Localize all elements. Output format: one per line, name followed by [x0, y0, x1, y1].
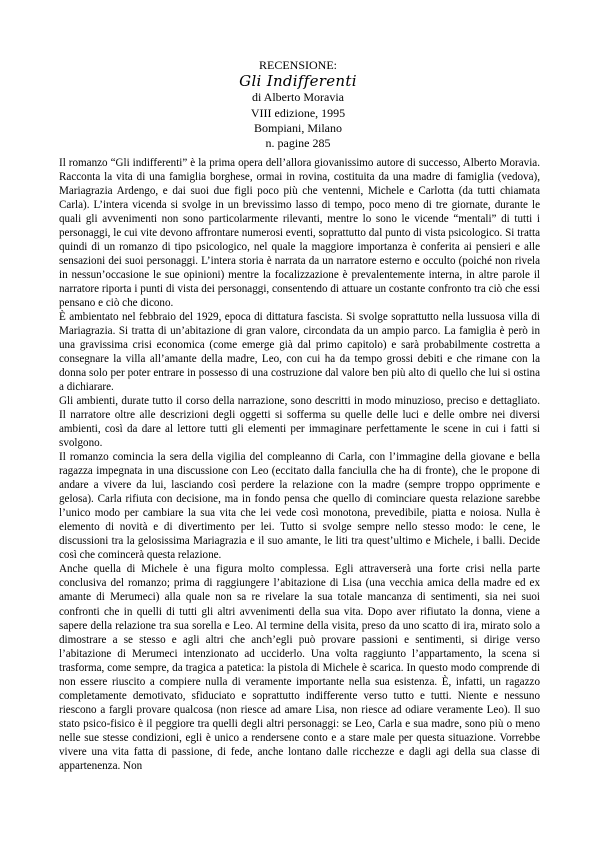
- book-publisher: Bompiani, Milano: [254, 120, 342, 135]
- book-pages: n. pagine 285: [265, 136, 331, 151]
- paragraph-intro: Il romanzo “Gli indifferenti” è la prima opera dell’allora giovanissimo autore di successo, Alberto Moravia. Racconta la vita di una famiglia borghese, ormai in rovina, costituita da una madre di famiglia (vedova), Mariagrazia Ardengo, e dai suoi due figli poco più che ventenni, Michele e Carlotta (da tutti chiamata Carla). L’intera vicenda si svolge in un brevissimo lasso di tempo, poco meno di tre giornate, durante le quali gli avvenimenti non sono particolarmente rilevanti, mentre lo sono le vicende “mentali” di tutti i personaggi, le cui vite devono affrontare numerosi eventi, soprattutto dal punto di vista psicologico. Si tratta quindi di un romanzo di tipo psicologico, nel quale la maggiore importanza è conferita ai pensieri e alle sensazioni dei suoi personaggi. L’intera storia è narrata da un narratore esterno e occulto (poiché non rivela in nessun’occasione le sue opinioni) mentre la focalizzazione è prevalentemente interna, in altre parole il narratore riporta i punti di vista dei personaggi, consentendo di attuare un costante confronto tra ciò che essi pensano e ciò che dicono.: [59, 157, 540, 310]
- book-edition: VIII edizione, 1995: [250, 105, 346, 120]
- review-body: [59, 156, 540, 773]
- paragraph-michele: Anche quella di Michele è una figura molto complessa. Egli attraverserà una forte crisi nella parte conclusiva del romanzo; prima di raggiungere l’abitazione di Lisa (una vecchia amica della madre ed ex amante di Merumeci) alla quale non sa re rivelare la sua totale mancanza di sentimenti, sia nei suoi confronti che in quelli di tutti gli altri avvenimenti della sua vita. Dopo aver rifiutato la donna, viene a sapere della relazione tra sua sorella e Leo. Al termine della visita, preso da uno scatto di ira, mirato solo a dimostrare a se stesso e agli altri che anch’egli può provare passioni e sentimenti, si dirige verso l’abitazione di Merumeci intenzionato ad ucciderlo. Una volta raggiunto l’appartamento, la scena si trasforma, come sempre, da tragica a patetica: la pistola di Michele è scarica. In questo modo comprende di non essere riuscito a compiere nulla di veramente importante nella sua esistenza. È, infatti, un ragazzo completamente demotivato, sfiduciato e soprattutto indifferente verso tutto e tutti. Niente e nessuno riescono a fargli provare qualcosa (non riesce ad amare Lisa, non riesce ad odiare veramente Leo). Il suo stato psico-fisico è il peggiore tra quelli degli altri personaggi: se Leo, Carla e sua madre, sono più o meno nelle sue stesse condizioni, egli è unico a rendersene conto e a stare male per questa situazione. Vorrebbe vivere una vita fatta di passione, di fede, anche lontano dalle ricchezze e dagli agi della sua classe di appartenenza. Non: [59, 563, 540, 772]
- paragraph-setting: È ambientato nel febbraio del 1929, epoca di dittatura fascista. Si svolge soprattutto nella lussuosa villa di Mariagrazia. Si tratta di un’abitazione di gran valore, circondata da un ampio parco. La famiglia è però in una gravissima crisi economica (come emerge già dal primo capitolo) e sarà probabilmente costretta a consegnare la villa all’amante della madre, Leo, con cui ha da tempo grossi debiti e che rimane con la donna solo per poter entrare in possesso di una costruzione dal valore ben più alto di quello che lui si ostina a dichiarare.: [59, 311, 540, 394]
- paragraph-environments: Gli ambienti, durate tutto il corso della narrazione, sono descritti in modo minuzioso, preciso e dettagliato. Il narratore oltre alle descrizioni degli oggetti si sofferma su quelle delle luci e delle ombre nei diversi ambienti, così da dare al lettore tutti gli elementi per immaginare perfettamente le scene in cui i fatti si svolgono.: [59, 395, 540, 450]
- paragraph-carla: Il romanzo comincia la sera della vigilia del compleanno di Carla, con l’immagine della giovane e bella ragazza impegnata in una discussione con Leo (eccitato dalla fanciulla che ha di fronte), che le propone di andare a vivere da lui, lasciando così perdere la relazione con la madre (sempre troppo opprimente e gelosa). Carla rifiuta con decisione, ma in fondo pensa che quello di cominciare questa relazione sarebbe l’unico modo per cambiare la sua vita che lei vede così monotona, prevedibile, piatta e noiosa. Nulla è elemento di novità e di divertimento per lei. Tutto si svolge sempre nello stesso modo: le cene, le discussioni tra la gelosissima Mariagrazia e il suo amante, le liti tra quest’ultimo e Michele, i balli. Decide così che comincerà questa relazione.: [59, 451, 540, 562]
- book-author: di Alberto Moravia: [252, 90, 344, 105]
- review-label: RECENSIONE:: [259, 58, 337, 72]
- book-title: Gli Indifferenti: [239, 72, 357, 91]
- review-header: [0, 58, 596, 151]
